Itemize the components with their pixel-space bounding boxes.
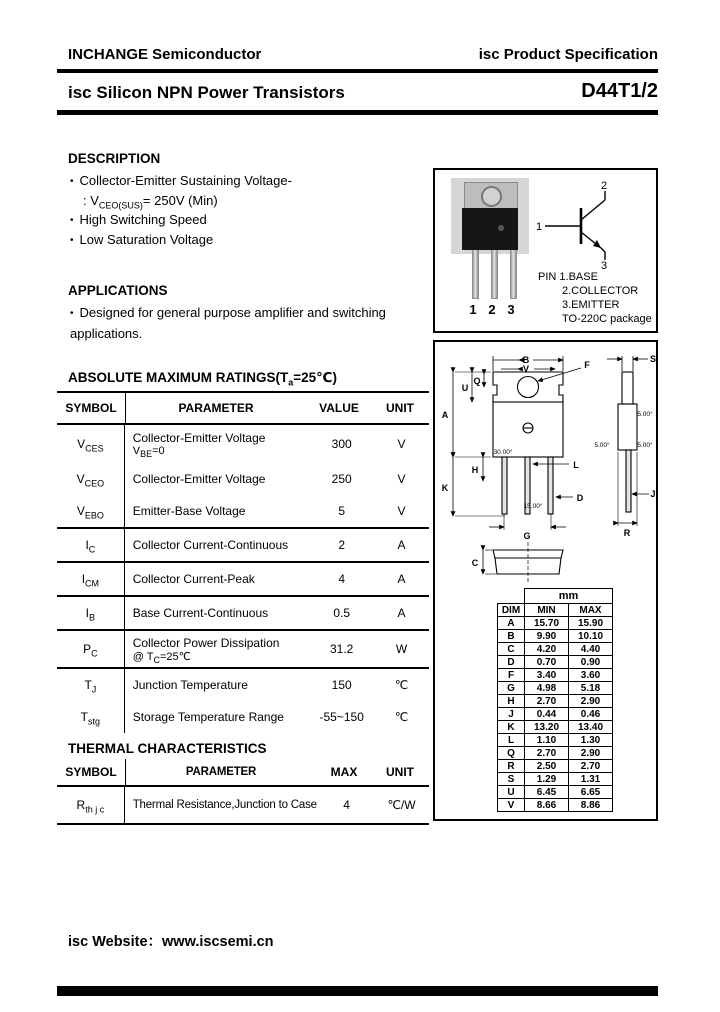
dim-label-k: K [441,483,449,493]
symbol-cell: $V_{EBO}$ [57,495,125,527]
package-dimension-drawing [435,344,656,588]
bottom-view-outline [493,542,563,582]
symbol-cell: $I_{CM}$ [57,563,125,595]
min-cell: 9.90 [525,630,569,643]
max-cell: 15.90 [569,617,613,630]
package-lead [472,250,479,299]
min-cell: 2.70 [525,747,569,760]
angle-label-30: 30.00° [493,449,513,456]
table-row [57,463,429,495]
side-view-outline [618,372,637,512]
table-row [498,695,613,708]
col-header-parameter: PARAMETER [178,401,254,415]
symbol-cell: $T_J$ [57,669,125,701]
symbol-cell: $T_{stg}$ [57,701,125,733]
part-number: D44T1/2 [581,80,658,102]
col-header-max: MAX [569,604,613,617]
table-row [57,527,429,561]
unit-cell: ℃ [394,710,409,724]
max-cell: 1.30 [569,734,613,747]
unit-cell: A [397,572,406,586]
col-header-dim: DIM [498,604,525,617]
package-photo [451,178,529,302]
value-cell: 4 [338,572,346,586]
min-cell: 13.20 [525,721,569,734]
ratings-table [57,391,429,733]
value-cell: 300 [331,437,352,451]
max-cell: 0.90 [569,656,613,669]
unit-cell: ℃ [394,678,409,692]
table-row [498,682,613,695]
unit-cell: V [397,437,406,451]
table-row [57,595,429,629]
dim-cell: R [498,760,525,773]
max-cell: 2.70 [569,760,613,773]
table-header-row [57,391,429,425]
max-cell: 6.65 [569,786,613,799]
max-cell: 8.86 [569,799,613,812]
max-cell: 2.90 [569,747,613,760]
dim-label-d: D [576,493,584,503]
value-cell: 150 [331,678,352,692]
col-header-symbol: SYMBOL [57,759,126,785]
pin-number: 1 [469,302,477,317]
table-row [498,630,613,643]
dim-label-u: U [461,383,469,393]
symbol-pin-label: 2 [601,180,608,192]
dim-label-r: R [623,528,631,538]
parameter-cell: Storage Temperature Range [132,710,284,724]
table-header-row [57,759,429,787]
company-name: INCHANGE Semiconductor [68,46,262,63]
table-row [498,656,613,669]
col-header-parameter: PARAMETER [185,766,257,778]
parameter-cell: Collector Power Dissipation @ $T_C=25℃$ [132,635,280,665]
value-cell: 250 [331,472,352,486]
package-body [462,208,518,250]
symbol-cell: $R_{th j c}$ [57,787,125,823]
footer-bar [57,986,658,996]
dim-label-h: H [471,465,479,475]
min-cell: 1.10 [525,734,569,747]
min-cell: 4.98 [525,682,569,695]
table-row [498,721,613,734]
brand-logo-text: isc [68,934,89,950]
parameter-cell: Collector Current-Continuous [132,538,289,552]
table-row [498,799,613,812]
table-row [498,708,613,721]
dim-cell: V [498,799,525,812]
symbol-lines [545,191,605,260]
dim-cell: C [498,643,525,656]
max-cell: 4.40 [569,643,613,656]
table-row [57,787,429,825]
dim-cell: G [498,682,525,695]
parameter-cell: Junction Temperature [132,678,248,692]
mounting-hole [481,186,502,207]
list-item: • Designed for general purpose amplifier and switching applications. [70,303,422,344]
min-cell: 8.66 [525,799,569,812]
dim-cell: Q [498,747,525,760]
value-cell: 2 [338,538,346,552]
title-rule [57,110,658,115]
min-cell: 6.45 [525,786,569,799]
value-cell: 4 [343,798,350,812]
table-row [57,667,429,701]
col-header-max: MAX [330,765,358,779]
table-row [498,669,613,682]
applications-list [70,303,422,344]
dim-cell: L [498,734,525,747]
list-item: • Collector-Emitter Sustaining Voltage- [70,171,430,191]
table-header-row [498,589,613,604]
dim-label-g: G [523,531,531,541]
table-row [57,629,429,667]
col-header-min: MIN [525,604,569,617]
dim-cell: U [498,786,525,799]
col-header-value: VALUE [319,401,359,415]
parameter-cell: Thermal Resistance,Junction to Case [132,799,317,811]
pin-heading: PIN 1.BASE [538,271,598,283]
max-cell: 1.31 [569,773,613,786]
unit-cell: ℃/W [387,798,416,812]
table-row [57,425,429,463]
pin-line: 3.EMITTER [562,299,620,311]
pin-number: 3 [507,302,515,317]
front-view-outline [493,372,563,514]
symbol-cell: $I_B$ [57,597,125,629]
dim-cell: H [498,695,525,708]
list-item: • High Switching Speed [70,210,430,230]
dim-label-c: C [471,558,479,568]
list-item: • Low Saturation Voltage [70,230,430,250]
angle-label-5: 5.00° [637,442,653,449]
dim-cell: K [498,721,525,734]
applications-heading: APPLICATIONS [68,283,168,298]
max-cell: 0.46 [569,708,613,721]
pin-line: 2.COLLECTOR [562,285,639,297]
pin-number: 2 [488,302,496,317]
max-cell: 10.10 [569,630,613,643]
dimension-table [497,588,613,812]
max-cell: 3.60 [569,669,613,682]
dim-label-v: V [522,364,530,374]
emitter-arrow [593,240,601,248]
dim-cell: F [498,669,525,682]
unit-cell: W [395,642,408,656]
dim-label-j: J [650,489,656,499]
value-cell: 0.5 [333,606,351,620]
thermal-table [57,759,429,825]
symbol-cell: $P_C$ [57,631,125,667]
min-cell: 1.29 [525,773,569,786]
brand-logo-text: isc [68,83,92,102]
package-lead [491,250,498,299]
package-lead [510,250,517,299]
parameter-cell: Base Current-Continuous [132,606,269,620]
parameter-cell: Collector-Emitter Voltage $V_{BE}=0$ [132,431,266,460]
table-row [498,643,613,656]
table-row [498,617,613,630]
max-cell: 5.18 [569,682,613,695]
pin-description [538,270,652,326]
table-row [57,561,429,595]
brand-logo-text: isc [478,46,500,63]
min-cell: 2.70 [525,695,569,708]
table-row [498,747,613,760]
angle-label-5: 5.00° [594,442,610,449]
dim-cell: B [498,630,525,643]
list-item-continuation: : $V_{CEO(SUS)}= 250V$ (Min) [83,193,218,211]
symbol-cell: $V_{CEO}$ [57,463,125,495]
angle-label-5: 5.00° [637,411,653,418]
symbol-cell: $V_{CES}$ [57,425,125,463]
col-header-unit: UNIT [386,401,414,415]
parameter-cell: Emitter-Base Voltage [132,504,246,518]
description-heading: DESCRIPTION [68,151,161,166]
product-spec-label: isc Product Specification [478,46,658,63]
npn-transistor-symbol [535,180,647,270]
min-cell: 0.70 [525,656,569,669]
table-row [498,734,613,747]
unit-cell: A [397,606,406,620]
footer-website: isc Website：www.iscsemi.cn [68,934,274,950]
pin-line: TO-220C package [562,313,652,325]
package-dimensions-box [433,340,658,821]
min-cell: 4.20 [525,643,569,656]
col-header-symbol: SYMBOL [57,393,126,423]
max-cell: 13.40 [569,721,613,734]
parameter-cell: Collector-Emitter Voltage [132,472,266,486]
col-header-unit: UNIT [386,765,414,779]
header-rule [57,69,658,73]
dim-label-b: B [522,355,530,365]
dim-label-l: L [573,460,579,470]
page-title: isc Silicon NPN Power Transistors [68,83,345,102]
value-cell: 5 [338,504,346,518]
unit-header-cell: mm [525,589,613,604]
table-row [57,701,429,733]
min-cell: 3.40 [525,669,569,682]
dim-label-s: S [649,354,656,364]
thermal-heading: THERMAL CHARACTERISTICS [68,741,267,756]
symbol-pin-label: 1 [536,221,543,233]
symbol-pin-label: 3 [601,260,608,270]
unit-cell: V [397,504,406,518]
dim-label-q: Q [473,376,481,386]
min-cell: 2.50 [525,760,569,773]
value-cell: -55~150 [319,710,364,724]
value-cell: 31.2 [330,642,354,656]
dim-label-f: F [584,360,590,370]
unit-cell: V [397,472,406,486]
parameter-cell: Collector Current-Peak [132,572,255,586]
symbol-cell: $I_C$ [57,529,125,561]
dim-label-a: A [441,410,449,420]
table-row [57,495,429,527]
ratings-heading: ABSOLUTE MAXIMUM $RATINGS(T_a=25℃)$ [68,370,337,388]
dim-cell: A [498,617,525,630]
table-row [498,786,613,799]
max-cell: 2.90 [569,695,613,708]
unit-cell: A [397,538,406,552]
angle-label-15: 15.00° [523,503,543,510]
package-marking [498,225,504,231]
table-row [498,760,613,773]
min-cell: 0.44 [525,708,569,721]
dim-cell: D [498,656,525,669]
package-overview-box [433,168,658,333]
table-row [498,773,613,786]
dim-cell: S [498,773,525,786]
dim-cell: J [498,708,525,721]
description-list [70,171,430,250]
min-cell: 15.70 [525,617,569,630]
table-header-row [498,604,613,617]
